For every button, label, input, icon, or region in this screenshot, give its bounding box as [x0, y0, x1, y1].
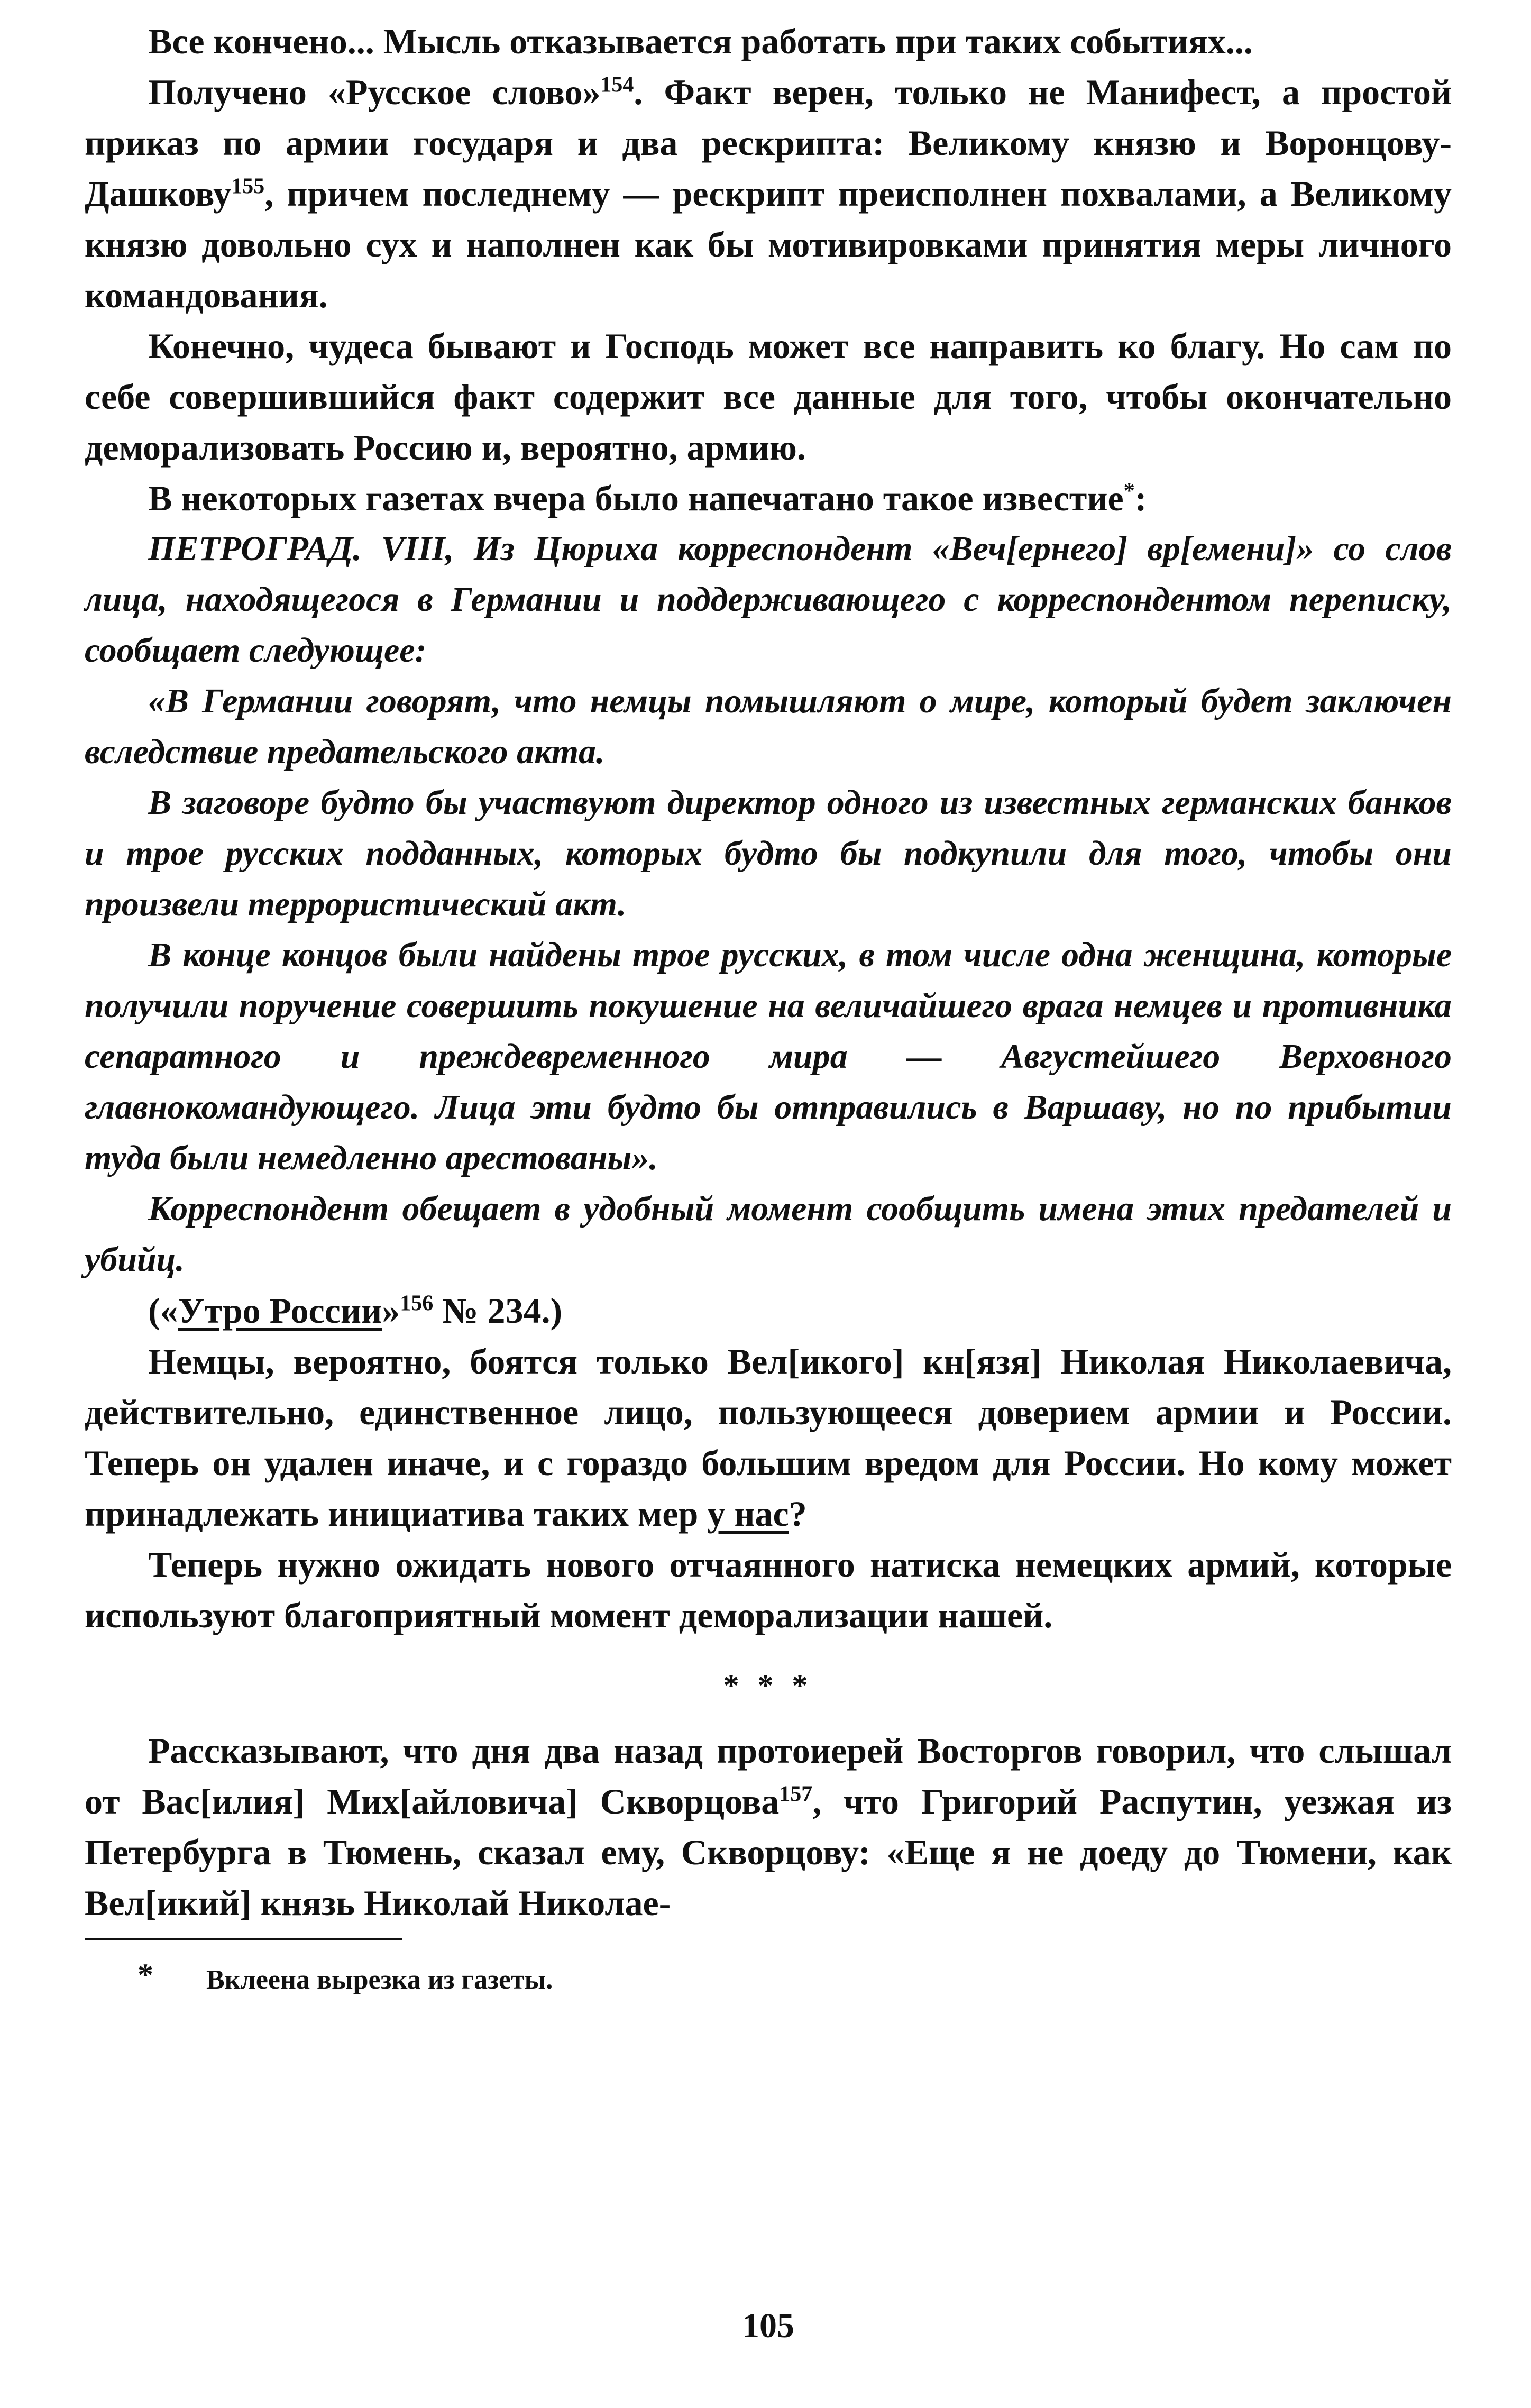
note-ref-155: 155	[231, 174, 265, 199]
paragraph-4	[85, 473, 1452, 524]
paragraph-2-text-a: Получено «Русское слово»	[148, 72, 601, 112]
source-close: »	[382, 1290, 400, 1331]
underlined-phrase: у нас	[707, 1494, 789, 1534]
paragraph-4-text-a: В некоторых газетах вчера было напечатано такое известие	[148, 478, 1124, 518]
clipping-source	[85, 1285, 1452, 1336]
footnote-marker: *	[1123, 479, 1135, 503]
paragraph-7-text-a: Рассказывают, что дня два назад протоиерей Восторгов говорил, что слышал от Вас[илия] Мих[айловича] Скворцова	[85, 1731, 1452, 1821]
footnote-text: Вклеена вырезка из газеты.	[206, 1965, 553, 1995]
clipping-paragraph-4: Корреспондент обещает в удобный момент сообщить имена этих предателей и убийц.	[85, 1189, 1452, 1279]
page-number: 105	[742, 2306, 794, 2345]
clipping-headline: ПЕТРОГРАД. VIII, Из Цюриха корреспондент «Веч[ернего] вр[емени]» со слов лица, находящегося в Германии и поддерживающего с корреспондентом переписку, сообщает следующее:	[85, 529, 1452, 670]
paragraph-5-text-b: ?	[789, 1494, 807, 1534]
paragraph-7	[85, 1725, 1452, 1928]
book-page	[85, 16, 1452, 2385]
source-open: («	[148, 1290, 178, 1331]
paragraph-2	[85, 67, 1452, 321]
paragraph-7-text-b: , что Григорий Распутин, уезжая из Петербурга в Тюмень, сказал ему, Скворцову: «Еще я не доеду до Тюмени, как Вел[икий] князь Николай Николае-	[85, 1781, 1452, 1923]
footnote	[85, 1957, 1452, 1999]
paragraph-4-text-b: :	[1134, 478, 1147, 518]
source-issue: № 234.)	[433, 1290, 563, 1331]
footnote-mark: *	[137, 1957, 153, 1992]
footnote-divider	[85, 1938, 402, 1940]
note-ref-154: 154	[600, 72, 634, 97]
paragraph-5	[85, 1336, 1452, 1539]
clipping-paragraph-1: «В Германии говорят, что немцы помышляют о мире, который будет заключен вследствие предательского акта.	[85, 682, 1452, 771]
paragraph-2-text-b: . Факт верен, только не Манифест, а простой приказ по армии государя и два рескрипта: Великому князю и Воронцову-Дашкову	[85, 72, 1452, 214]
paragraph-2-text-c: , причем последнему — рескрипт преисполнен похвалами, а Великому князю довольно сух и наполнен как бы мотивировками принятия меры личного командования.	[85, 173, 1452, 315]
paragraph-5-text-a: Немцы, вероятно, боятся только Вел[икого] кн[язя] Николая Николаевича, действительно, единственное лицо, пользующееся доверием армии и России. Теперь он удален иначе, и с гораздо большим вредом для России. Но кому может принадлежать инициатива таких мер	[85, 1341, 1452, 1534]
note-ref-156: 156	[400, 1291, 434, 1316]
clipping-paragraph-2: В заговоре будто бы участвуют директор одного из известных германских банков и трое русских подданных, которых будто бы подкупили для того, чтобы они произвели террористический акт.	[85, 783, 1452, 923]
paragraph-1: Все кончено... Мысль отказывается работать при таких событиях...	[148, 21, 1253, 61]
source-name: Утро России	[178, 1290, 382, 1331]
clipping-paragraph-3: В конце концов были найдены трое русских, в том числе одна женщина, которые получили поручение совершить покушение на величайшего врага немцев и противника сепаратного и преждевременного мира — Августейшего Верховного главнокомандующего. Лица эти будто бы отправились в Варшаву, но по прибытии туда были немедленно арестованы».	[85, 936, 1452, 1177]
note-ref-157: 157	[779, 1782, 813, 1807]
paragraph-3: Конечно, чудеса бывают и Господь может все направить ко благу. Но сам по себе совершившийся факт содержит все данные для того, чтобы окончательно деморализовать Россию и, вероятно, армию.	[85, 326, 1452, 468]
paragraph-6: Теперь нужно ожидать нового отчаянного натиска немецких армий, которые используют благоприятный момент деморализации нашей.	[85, 1544, 1452, 1635]
section-separator: * * *	[723, 1668, 813, 1703]
